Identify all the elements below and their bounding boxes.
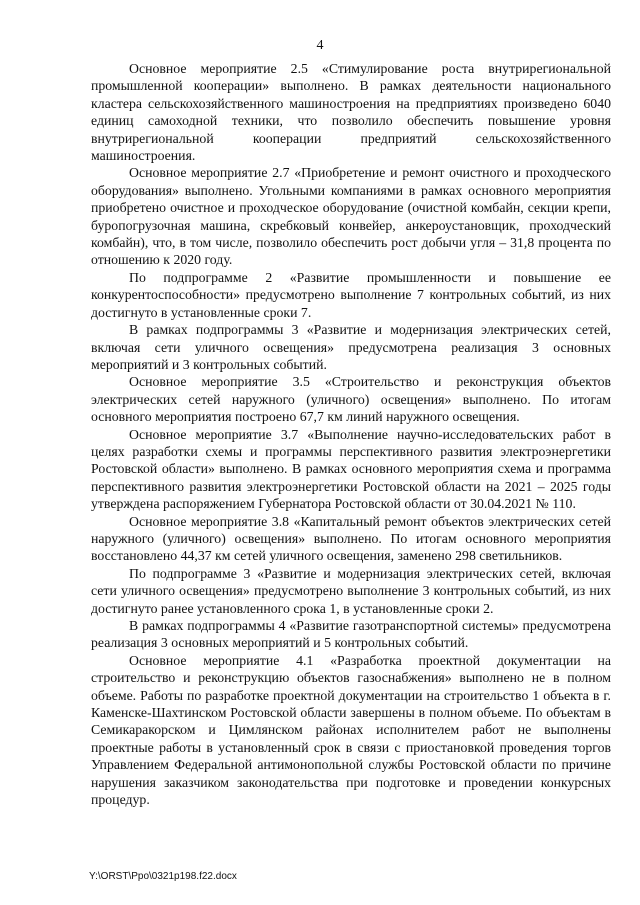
paragraph-measure-2-7: Основное мероприятие 2.7 «Приобретение и ремонт очистного и проходческого оборудования» выполнено. Угольными компаниями в рамках основного мероприятия приобретено очистное и проходческое оборудование (очистной комбайн, секции крепи, буропогрузочная машина, скребковый конвейер, анкероустановщик, проходческий комбайн), что, в том числе, позволило обеспечить рост добычи угля – 31,8 процента по отношению к 2020 году. (91, 165, 611, 268)
paragraph-subprogram-4-intro: В рамках подпрограммы 4 «Развитие газотранспортной системы» предусмотрена реализация 3 основных мероприятий и 5 контрольных событий. (91, 618, 611, 651)
file-path-footer: Y:\ORST\Ppo\0321p198.f22.docx (89, 871, 237, 882)
paragraph-measure-3-5: Основное мероприятие 3.5 «Строительство и реконструкция объектов электрических сетей наружного (уличного) освещения» выполнено. По итогам основного мероприятия построено 67,7 км линий наружного освещения. (91, 374, 611, 425)
paragraph-measure-4-1: Основное мероприятие 4.1 «Разработка проектной документации на строительство и реконструкцию объектов газоснабжения» выполнено не в полном объеме. Работы по разработке проектной документации на строительство 1 объекта в г. Каменске-Шахтинском Ростовской области завершены в полном объеме. По объектам в Семикаракорском и Цимлянском районах исполнителем работ не выполнены проектные работы в установленный срок в связи с приостановкой проведения торгов Управлением Федеральной антимонопольной службы Ростовской области по причине нарушения заказчиком законодательства при подготовке и проведении конкурсных процедур. (91, 652, 611, 808)
paragraph-subprogram-2-summary: По подпрограмме 2 «Развитие промышленности и повышение ее конкурентоспособности» предусмотрено выполнение 7 контрольных событий, из них достигнуто в установленные сроки 7. (91, 269, 611, 320)
paragraph-subprogram-3-summary: По подпрограмме 3 «Развитие и модернизация электрических сетей, включая сети уличного освещения» предусмотрено выполнение 3 контрольных событий, из них достигнуто ранее установленного срока 1, в установленные сроки 2. (91, 565, 611, 616)
paragraph-subprogram-3-intro: В рамках подпрограммы 3 «Развитие и модернизация электрических сетей, включая сети уличного освещения» предусмотрена реализация 3 основных мероприятий и 3 контрольных событий. (91, 322, 611, 372)
paragraph-measure-2-5: Основное мероприятие 2.5 «Стимулирование роста внутрирегиональной промышленной кооперации» выполнено. В рамках деятельности национального кластера сельскохозяйственного машиностроения на предприятиях произведено 6040 единиц самоходной техники, что позволило обеспечить повышение уровня внутрирегиональной кооперации предприятий сельскохозяйственного машиностроения. (91, 61, 611, 164)
paragraph-measure-3-7: Основное мероприятие 3.7 «Выполнение научно-исследовательских работ в целях разработки схемы и программы перспективного развития электроэнергетики Ростовской области» выполнено. В рамках основного мероприятия схема и программа перспективного развития электроэнергетики Ростовской области на 2021 – 2025 годы утверждена распоряжением Губернатора Ростовской области от 30.04.2021 № 110. (91, 426, 611, 512)
paragraph-measure-3-8: Основное мероприятие 3.8 «Капитальный ремонт объектов электрических сетей наружного (уличного) освещения» выполнено. По итогам основного мероприятия восстановлено 44,37 км сетей уличного освещения, заменено 298 светильников. (91, 513, 611, 564)
page-number: 4 (316, 38, 324, 53)
document-body (91, 60, 611, 808)
